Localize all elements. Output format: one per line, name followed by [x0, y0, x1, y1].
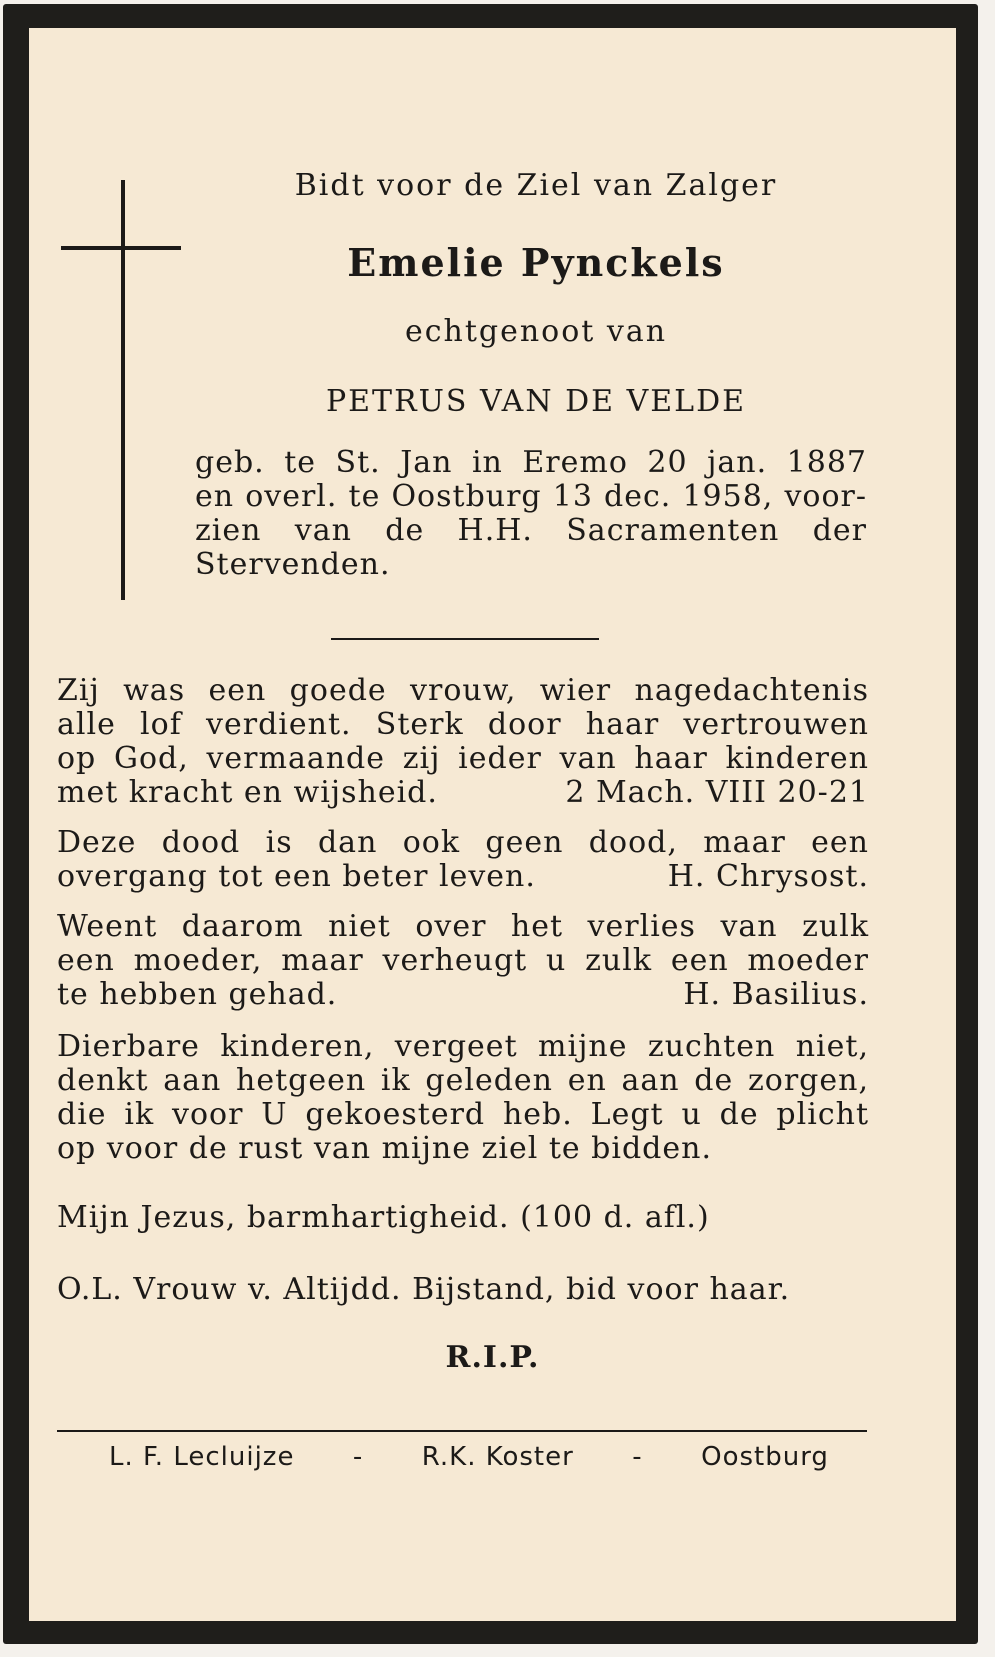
rip: R.I.P.: [445, 1340, 540, 1375]
quote-line: overgang tot een beter leven.: [57, 859, 536, 894]
quote-source: H. Chrysost.: [667, 859, 869, 894]
spouse-name: PETRUS VAN DE VELDE: [325, 384, 747, 419]
divider: [331, 638, 599, 640]
footer-printer: L. F. Lecluijze: [109, 1442, 295, 1472]
quote-source: 2 Mach. VIII 20-21: [565, 775, 869, 810]
prayer-2: O.L. Vrouw v. Altijdd. Bijstand, bid voor haar.: [57, 1272, 791, 1307]
footer-trade: R.K. Koster: [421, 1442, 574, 1472]
footer-divider: [57, 1430, 867, 1432]
quote-3: [57, 910, 869, 1012]
spouse-label: echtgenoot van: [404, 314, 668, 349]
bio-block: [195, 446, 867, 582]
quote-line: Dierbare kinderen, vergeet mijne zuchten niet,: [57, 1029, 869, 1064]
bio-line: geb. te St. Jan in Eremo 20 jan. 1887: [195, 445, 867, 480]
quote-line: Weent daarom niet over het verlies van zulk: [57, 909, 869, 944]
quote-4: [57, 1030, 869, 1166]
quote-line: Zij was een goede vrouw, wier nagedachtenis: [57, 673, 869, 708]
prayer-1: Mijn Jezus, barmhartigheid. (100 d. afl.): [57, 1200, 710, 1235]
quote-line: te hebben gehad.: [57, 977, 338, 1012]
quote-line: Deze dood is dan ook geen dood, maar een: [57, 825, 869, 860]
footer-separator: -: [632, 1442, 643, 1472]
memorial-card: [3, 4, 978, 1644]
quote-line: op God, vermaande zij ieder van haar kinderen: [57, 741, 869, 776]
bio-line: Stervenden.: [195, 547, 391, 582]
deceased-name: Emelie Pynckels: [347, 240, 725, 285]
intro-text: Bidt voor de Ziel van Zalger: [294, 168, 778, 203]
footer: [109, 1442, 829, 1472]
quote-line: een moeder, maar verheugt u zulk een moeder: [57, 943, 869, 978]
quote-2: [57, 826, 869, 894]
bio-line: zien van de H.H. Sacramenten der: [195, 513, 867, 548]
quote-line: alle lof verdient. Sterk door haar vertrouwen: [57, 707, 869, 742]
quote-last-line: [57, 860, 869, 894]
footer-separator: -: [352, 1442, 364, 1472]
cross-horizontal-bar: [61, 246, 181, 250]
quote-line: op voor de rust van mijne ziel te bidden.: [57, 1131, 712, 1166]
quote-1: [57, 674, 869, 810]
quote-source: H. Basilius.: [683, 977, 869, 1012]
footer-place: Oostburg: [701, 1442, 829, 1472]
bio-line: en overl. te Oostburg 13 dec. 1958, voor-: [195, 479, 867, 514]
card-paper: [29, 28, 956, 1621]
quote-last-line: [57, 776, 869, 810]
quote-line: met kracht en wijsheid.: [57, 775, 438, 810]
quote-line: denkt aan hetgeen ik geleden en aan de zorgen,: [57, 1063, 869, 1098]
quote-line: die ik voor U gekoesterd heb. Legt u de plicht: [57, 1097, 869, 1132]
cross-vertical-bar: [121, 180, 125, 600]
quote-last-line: [57, 978, 869, 1012]
